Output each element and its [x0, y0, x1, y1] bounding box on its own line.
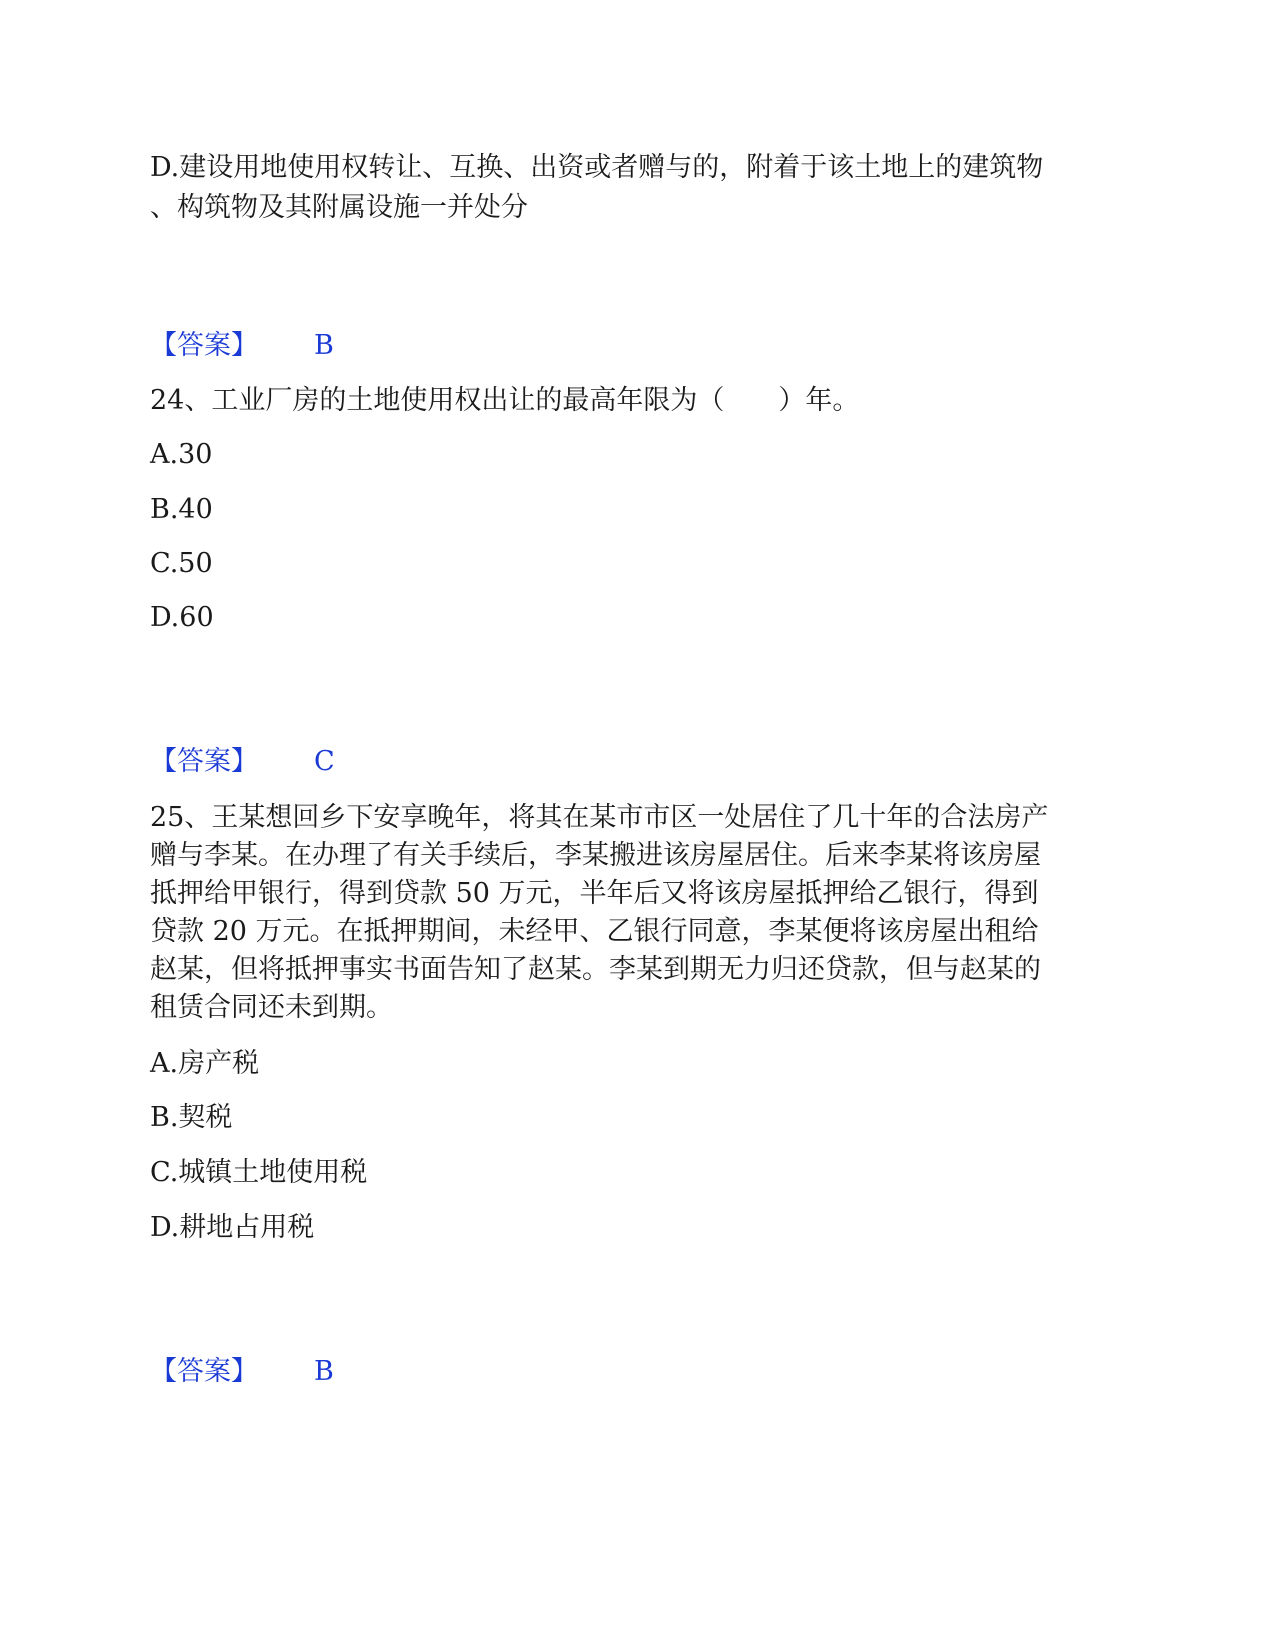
q25-option-c: C.城镇土地使用税	[150, 1157, 368, 1188]
q25-stem-line1: 25、王某想回乡下安享晚年，将其在某市市区一处居住了几十年的合法房产	[150, 802, 1049, 833]
q25-stem-line5: 赵某，但将抵押事实书面告知了赵某。李某到期无力归还贷款，但与赵某的	[150, 954, 1041, 985]
q23-option-d-line2: 、构筑物及其附属设施一并处分	[150, 192, 528, 223]
q25-stem-line2: 赠与李某。在办理了有关手续后，李某搬进该房屋居住。后来李某将该房屋	[150, 840, 1041, 871]
q24-option-c: C.50	[150, 548, 213, 579]
q24-stem: 24、工业厂房的土地使用权出让的最高年限为（ ）年。	[150, 385, 860, 416]
answer-value: B	[314, 330, 334, 361]
answer-label: 【答案】	[150, 1356, 258, 1387]
q23-answer	[150, 326, 334, 366]
q25-option-a: A.房产税	[150, 1048, 260, 1079]
q24-answer	[150, 742, 335, 782]
q25-stem-line3: 抵押给甲银行，得到贷款 50 万元，半年后又将该房屋抵押给乙银行，得到	[150, 878, 1039, 909]
answer-label: 【答案】	[150, 746, 258, 777]
q25-answer	[150, 1352, 334, 1392]
answer-value: B	[314, 1356, 334, 1387]
q25-stem-line6: 租赁合同还未到期。	[150, 992, 393, 1023]
q25-option-d: D.耕地占用税	[150, 1212, 315, 1243]
answer-value: C	[314, 746, 335, 777]
answer-label: 【答案】	[150, 330, 258, 361]
q25-option-b: B.契税	[150, 1102, 233, 1133]
q25-stem-line4: 贷款 20 万元。在抵押期间，未经甲、乙银行同意，李某便将该房屋出租给	[150, 916, 1039, 947]
q24-option-a: A.30	[150, 439, 213, 470]
q24-option-d: D.60	[150, 602, 214, 633]
q23-option-d-line1: D.建设用地使用权转让、互换、出资或者赠与的，附着于该土地上的建筑物	[150, 152, 1044, 183]
q24-option-b: B.40	[150, 494, 213, 525]
